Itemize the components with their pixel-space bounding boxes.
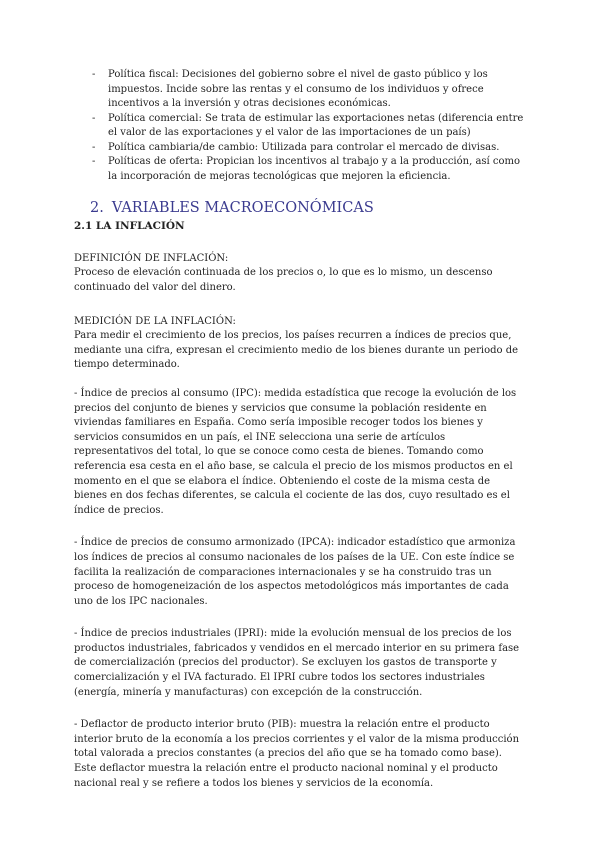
subsection-heading: 2.1 LA INFLACIÓN [74, 220, 185, 232]
measurement-label: MEDICIÓN DE LA INFLACIÓN: [74, 316, 236, 328]
section-title: VARIABLES MACROECONÓMICAS [111, 200, 374, 216]
ipca-paragraph: - Índice de precios de consumo armonizado (IPCA): indicador estadístico que armoniza los índices de precios al consumo nacionales de los países de la UE. Con este índice se facilita la realización de comparaciones internacionales y se ha construido tras un proceso de homogeneización de los aspectos metodológicos más importantes de cada uno de los IPC nacionales. [74, 537, 516, 607]
section-heading [90, 200, 524, 216]
policy-list [92, 68, 524, 184]
bullet-marker: - [92, 69, 96, 80]
measurement-text: Para medir el crecimiento de los precios, los países recurren a índices de precios que, mediante una cifra, expresan el crecimiento medio de los bienes durante un periodo de tiempo determinado. [74, 330, 519, 371]
list-item [92, 112, 524, 141]
bullet-marker: - [92, 141, 96, 153]
ipc-paragraph: - Índice de precios al consumo (IPC): medida estadística que recoge la evolución de los precios del conjunto de bienes y servicios que consume la población residente en viviendas familiares en España. Como sería imposible recoger todos los bienes y servicios consumidos en un país, el INE selecciona una serie de artículos representativos del total, lo que se conoce como cesta de bienes. Tomando como referencia esa cesta en el año base, se calcula el precio de los mismos productos en el momento en el que se elabora el índice. Obteniendo el coste de la misma cesta de bienes en dos fechas diferentes, se calcula el cociente de las dos, cuyo resultado es el índice de precios. [74, 387, 517, 516]
bullet-marker: - [92, 156, 96, 167]
deflactor-paragraph: - Deflactor de producto interior bruto (PIB): muestra la relación entre el producto interior bruto de la economía a los precios corrientes y el valor de la misma producción total valorada a precios constantes (a precios del año que se ha tomado como base). Este deflactor muestra la relación entre el producto nacional nominal y el producto nacional real y se refiere a todos los bienes y servicios de la economía. [74, 719, 520, 789]
definition-label: DEFINICIÓN DE INFLACIÓN: [74, 253, 229, 264]
list-item-text: Política comercial: Se trata de estimular las exportaciones netas (diferencia entre el valor de las exportaciones y el valor de las importaciones de un país) [108, 112, 524, 138]
ipri-paragraph: - Índice de precios industriales (IPRI): mide la evolución mensual de los precios de los productos industriales, fabricados y vendidos en el mercado interior en su primera fase de comercialización (precios del productor). Se excluyen los gastos de transporte y comercialización y el IVA facturado. El IPRI cubre todos los sectores industriales (energía, minería y manufacturas) con excepción de la construcción. [74, 628, 520, 698]
list-item [92, 141, 524, 156]
list-item-text: Políticas de oferta: Propician los incentivos al trabajo y a la producción, así como la incorporación de mejoras tecnológicas que mejoren la eficiencia. [108, 156, 521, 182]
list-item-text: Política cambiaria/de cambio: Utilizada para controlar el mercado de divisas. [108, 141, 500, 153]
list-item [92, 68, 524, 112]
bullet-marker: - [92, 112, 96, 124]
definition-text: Proceso de elevación continuada de los precios o, lo que es lo mismo, un descenso continuado del valor del dinero. [74, 267, 493, 293]
list-item-text: Política fiscal: Decisiones del gobierno sobre el nivel de gasto público y los impuestos. Incide sobre las rentas y el consumo de los individuos y ofrece incentivos a la inversión y otras decisiones económicas. [108, 69, 488, 109]
list-item [92, 155, 524, 184]
section-number: 2. [90, 200, 104, 216]
